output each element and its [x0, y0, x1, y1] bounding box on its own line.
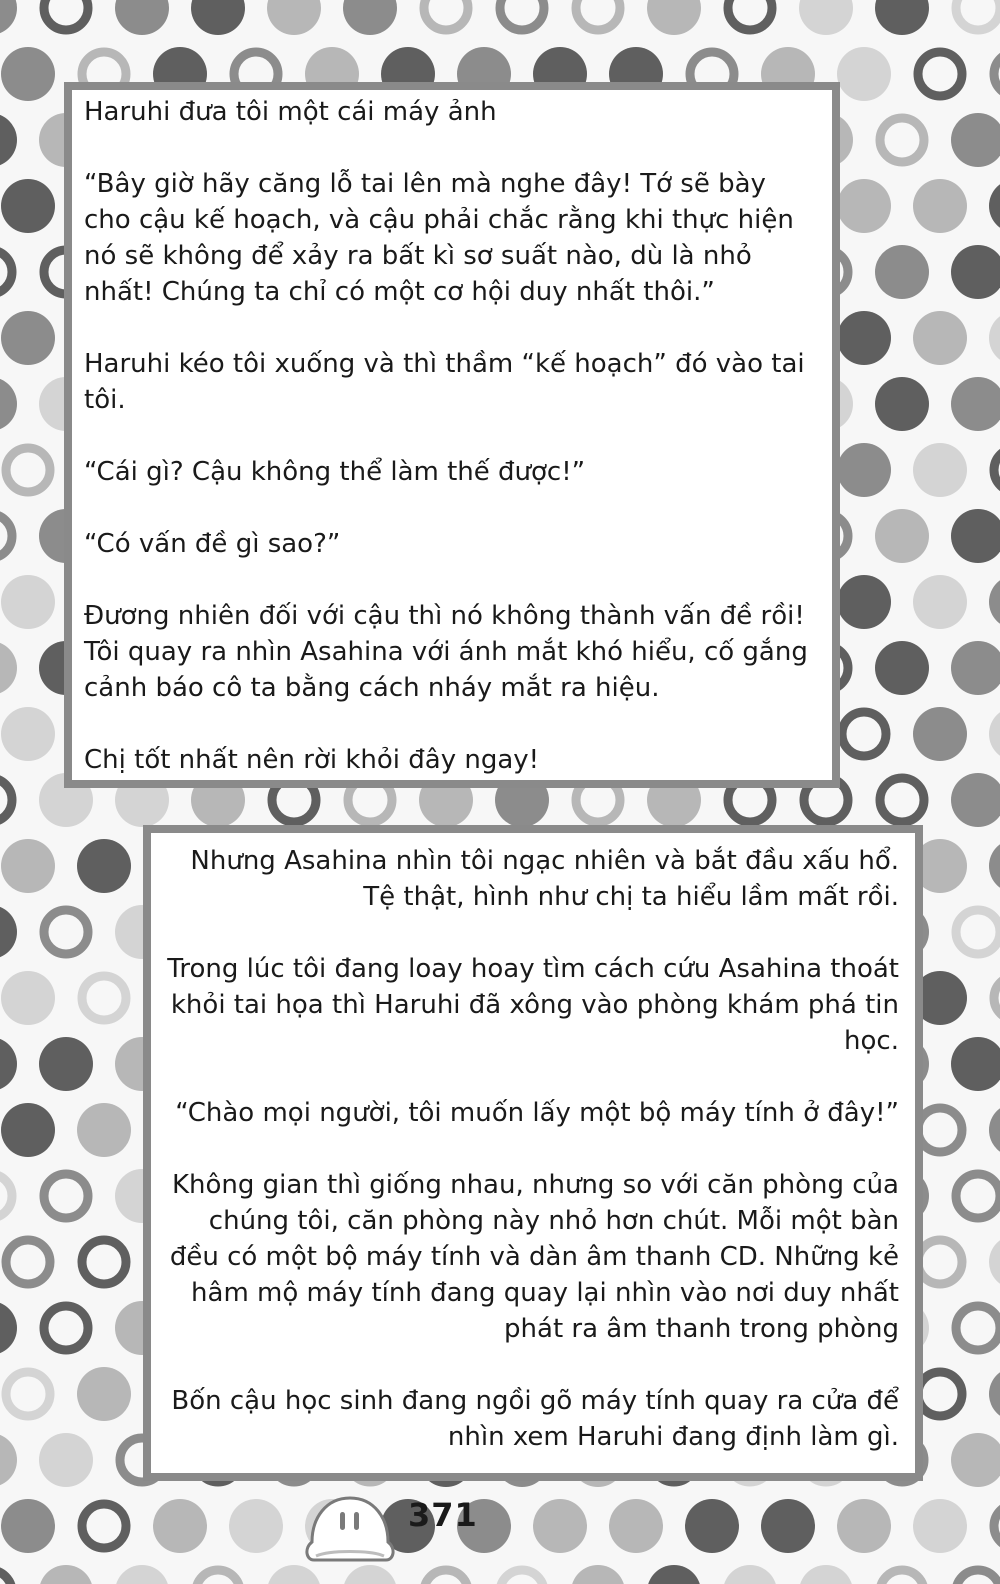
- background-dot: [951, 245, 1000, 299]
- background-dot: [951, 773, 1000, 827]
- background-dot: [647, 0, 701, 35]
- background-dot: [267, 0, 321, 35]
- background-dot: [837, 443, 891, 497]
- background-dot: [989, 839, 1000, 893]
- background-dot: [1, 1103, 55, 1157]
- background-dot: [875, 509, 929, 563]
- paragraph: “Bây giờ hãy căng lỗ tai lên mà nghe đây! Tớ sẽ bày cho cậu kế hoạch, và cậu phải chắc rằng khi thực hiện nó sẽ không để xảy ra bất kì sơ suất nào, dù là nhỏ nhất! Chúng ta chỉ có một cơ hội duy nhất thôi.”: [84, 169, 794, 307]
- background-dot: [500, 0, 544, 30]
- paragraph: Đương nhiên đối với cậu thì nó không thành vấn đề rồi! Tôi quay ra nhìn Asahina với ánh mắt khó hiểu, cố gắng cảnh báo cô ta bằng cách nháy mắt ra hiệu.: [84, 601, 808, 703]
- background-dot: [1, 839, 55, 893]
- background-dot: [880, 778, 924, 822]
- background-dot: [994, 1504, 1000, 1548]
- background-dot: [956, 1306, 1000, 1350]
- background-dot: [951, 1433, 1000, 1487]
- paragraph: Không gian thì giống nhau, nhưng so với căn phòng của chúng tôi, căn phòng này nhỏ hơn chút. Mỗi một bàn đều có một bộ máy tính và dàn âm thanh CD. Những kẻ hâm mộ máy tính đang quay lại nhìn vào nơi duy nhất phát ra âm thanh trong phòng: [169, 1170, 899, 1344]
- background-dot: [799, 0, 853, 35]
- background-dot: [951, 113, 1000, 167]
- background-dot: [918, 1240, 962, 1284]
- page-number: 371: [408, 1496, 478, 1534]
- background-dot: [951, 377, 1000, 431]
- background-dot: [343, 0, 397, 35]
- background-dot: [799, 1565, 853, 1584]
- background-dot: [761, 1499, 815, 1553]
- background-dot: [0, 250, 12, 294]
- background-dot: [6, 448, 50, 492]
- background-dot: [39, 1433, 93, 1487]
- paragraph: “Cái gì? Cậu không thể làm thế được!”: [84, 457, 586, 487]
- background-dot: [0, 514, 12, 558]
- paragraph: Haruhi kéo tôi xuống và thì thầm “kế hoạch” đó vào tai tôi.: [84, 349, 805, 415]
- paragraph: “Có vấn đề gì sao?”: [84, 529, 341, 559]
- background-dot: [875, 641, 929, 695]
- background-dot: [842, 712, 886, 756]
- background-dot: [913, 311, 967, 365]
- background-dot: [229, 1499, 283, 1553]
- background-dot: [951, 641, 1000, 695]
- background-dot: [913, 1499, 967, 1553]
- text-box-upper: [64, 82, 840, 788]
- background-dot: [77, 1103, 131, 1157]
- background-dot: [115, 1565, 169, 1584]
- text-box-lower: [143, 825, 923, 1481]
- background-dot: [837, 179, 891, 233]
- background-dot: [875, 245, 929, 299]
- background-dot: [0, 377, 17, 431]
- background-dot: [728, 0, 772, 30]
- background-dot: [956, 1174, 1000, 1218]
- paragraph: “Chào mọi người, tôi muốn lấy một bộ máy tính ở đây!”: [175, 1098, 899, 1128]
- background-dot: [424, 0, 468, 30]
- background-dot: [1, 707, 55, 761]
- background-dot: [880, 118, 924, 162]
- background-dot: [723, 1565, 777, 1584]
- background-dot: [837, 1499, 891, 1553]
- background-dot: [1, 971, 55, 1025]
- paragraph: Nhưng Asahina nhìn tôi ngạc nhiên và bắt đầu xấu hổ. Tệ thật, hình như chị ta hiểu lầm mất rồi.: [190, 846, 899, 912]
- background-dot: [0, 1174, 12, 1218]
- background-dot: [918, 1108, 962, 1152]
- background-dot: [956, 0, 1000, 30]
- background-dot: [837, 575, 891, 629]
- background-dot: [77, 1367, 131, 1421]
- background-dot: [837, 47, 891, 101]
- background-dot: [685, 1499, 739, 1553]
- background-dot: [913, 179, 967, 233]
- background-dot: [0, 1037, 17, 1091]
- background-dot: [956, 1570, 1000, 1584]
- background-dot: [647, 1565, 701, 1584]
- background-dot: [44, 0, 88, 30]
- background-dot: [918, 52, 962, 96]
- background-dot: [989, 707, 1000, 761]
- background-dot: [989, 179, 1000, 233]
- background-dot: [191, 0, 245, 35]
- background-dot: [82, 1240, 126, 1284]
- paragraph: Chị tốt nhất nên rời khỏi đây ngay!: [84, 745, 540, 775]
- background-dot: [115, 0, 169, 35]
- background-dot: [609, 1499, 663, 1553]
- page-footer: [300, 1488, 500, 1568]
- background-dot: [533, 1499, 587, 1553]
- background-dot: [6, 1372, 50, 1416]
- background-dot: [0, 0, 17, 35]
- background-dot: [1, 179, 55, 233]
- background-dot: [1, 311, 55, 365]
- background-dot: [951, 509, 1000, 563]
- background-dot: [576, 0, 620, 30]
- background-dot: [500, 1570, 544, 1584]
- background-dot: [0, 113, 17, 167]
- background-dot: [571, 1565, 625, 1584]
- background-dot: [913, 707, 967, 761]
- paragraph: Haruhi đưa tôi một cái máy ảnh: [84, 97, 497, 127]
- background-dot: [989, 575, 1000, 629]
- background-dot: [918, 1372, 962, 1416]
- background-dot: [0, 1433, 17, 1487]
- background-dot: [82, 1504, 126, 1548]
- paragraph: Trong lúc tôi đang loay hoay tìm cách cứu Asahina thoát khỏi tai họa thì Haruhi đã xông vào phòng khám phá tin học.: [167, 954, 899, 1056]
- background-dot: [6, 1240, 50, 1284]
- background-dot: [956, 910, 1000, 954]
- background-dot: [44, 910, 88, 954]
- background-dot: [196, 1570, 240, 1584]
- background-dot: [77, 839, 131, 893]
- blob-mascot-icon: [300, 1488, 400, 1568]
- background-dot: [913, 575, 967, 629]
- background-dot: [994, 52, 1000, 96]
- background-dot: [951, 1037, 1000, 1091]
- background-dot: [0, 778, 12, 822]
- paragraph: Bốn cậu học sinh đang ngồi gõ máy tính quay ra cửa để nhìn xem Haruhi đang định làm gì.: [171, 1386, 899, 1452]
- background-dot: [44, 1306, 88, 1350]
- background-dot: [1, 1499, 55, 1553]
- background-dot: [39, 1037, 93, 1091]
- background-dot: [989, 1235, 1000, 1289]
- background-dot: [989, 1103, 1000, 1157]
- background-dot: [0, 641, 17, 695]
- background-dot: [39, 1565, 93, 1584]
- background-dot: [989, 311, 1000, 365]
- background-dot: [837, 311, 891, 365]
- background-dot: [875, 0, 929, 35]
- background-dot: [1, 47, 55, 101]
- background-dot: [0, 1570, 12, 1584]
- background-dot: [153, 1499, 207, 1553]
- background-dot: [875, 377, 929, 431]
- background-dot: [1, 575, 55, 629]
- background-dot: [913, 443, 967, 497]
- background-dot: [44, 1174, 88, 1218]
- background-dot: [0, 1301, 17, 1355]
- background-dot: [994, 976, 1000, 1020]
- background-dot: [989, 1367, 1000, 1421]
- background-dot: [424, 1570, 468, 1584]
- background-dot: [880, 1570, 924, 1584]
- background-dot: [0, 905, 17, 959]
- background-dot: [994, 448, 1000, 492]
- background-dot: [82, 976, 126, 1020]
